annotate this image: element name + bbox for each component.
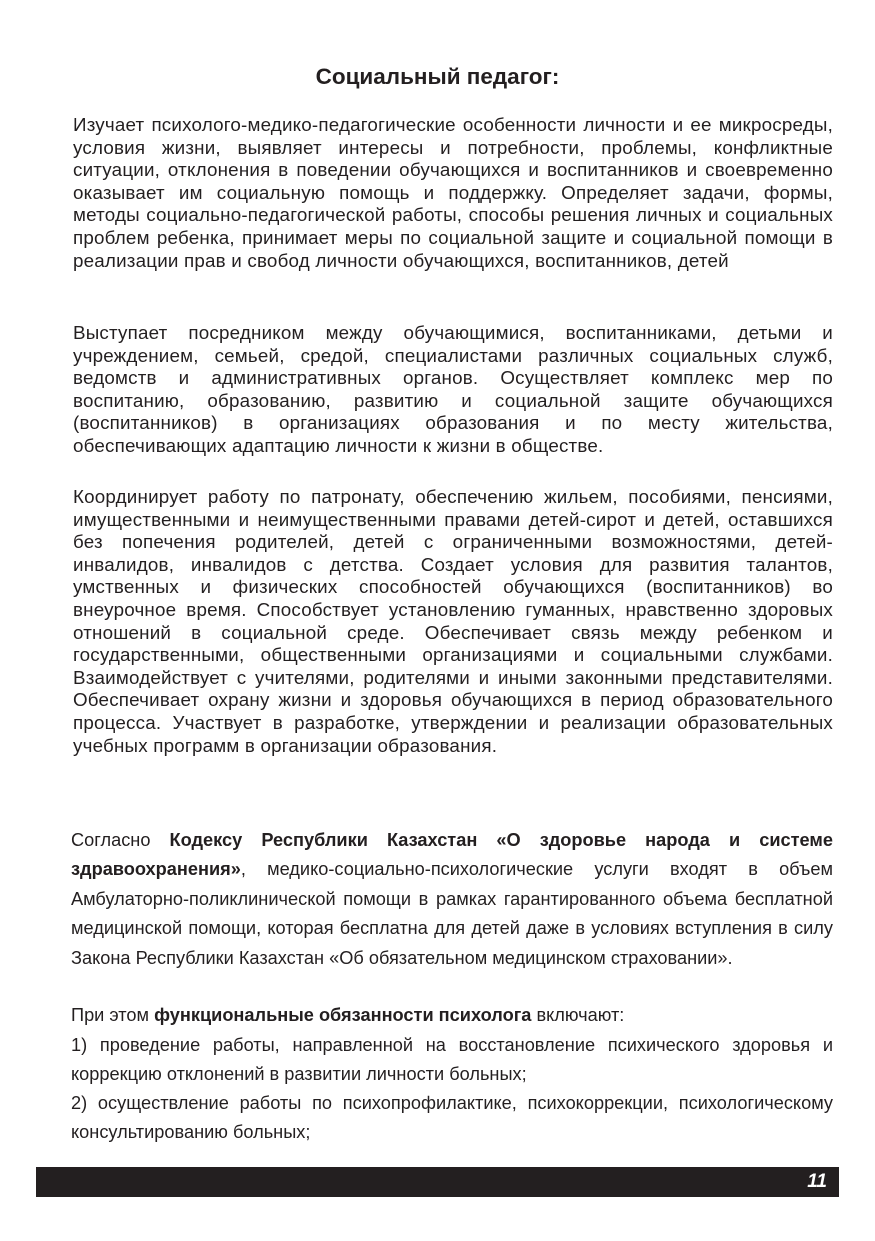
duties-suffix: включают: — [531, 1005, 625, 1025]
paragraph-social-pedagog-duties: Изучает психолого-медико-педагогические особенности личности и ее микросреды, условия жизни, выявляет интересы и потребности, проблемы, конфликтные ситуации, отклонения в поведении обучающихся и воспитанников и своевременно оказывает им социальную помощь и поддержку. Определяет задачи, формы, методы социально-педагогической работы, способы решения личных и социальных проблем ребенка, принимает меры по социальной защите и социальной помощи в реализации прав и свобод личности обучающихся, воспитанников, детей — [73, 114, 833, 271]
page-number: 11 — [807, 1171, 827, 1192]
duties-bold: функциональные обязанности психолога — [154, 1005, 532, 1025]
list-item: 2) осуществление работы по психопрофилактике, психокоррекции, психологическому консультированию больных; — [71, 1093, 833, 1143]
list-item: 1) проведение работы, направленной на восстановление психического здоровья и коррекцию отклонений в развитии личности больных; — [71, 1035, 833, 1085]
paragraph-duties-intro — [71, 1001, 833, 1030]
paragraph-mediator-role: Выступает посредником между обучающимися, воспитанниками, детьми и учреждением, семьей, средой, специалистами различных социальных служб, ведомств и административных органов. Осуществляет комплекс мер по воспитанию, образованию, развитию и социальной защите обучающихся (воспитанников) в организациях образования и по месту жительства, обеспечивающих адаптацию личности к жизни в обществе. — [73, 322, 833, 456]
page-title: Социальный педагог: — [315, 64, 560, 89]
paragraph-health-code — [71, 826, 833, 973]
code-suffix: , медико-социально-психологические услуги входят в объем Амбулаторно-поликлинической помощи в рамках гарантированного объема бесплатной медицинской помощи, которая бесплатна для детей даже в условиях вступления в силу Закона Республики Казахстан «Об обязательном медицинском страховании». — [71, 859, 833, 968]
code-prefix: Согласно — [71, 830, 170, 850]
footer-bar — [36, 1167, 839, 1197]
code-title: Кодексу Республики Казахстан «О здоровье народа и системе здравоохранения» — [71, 830, 833, 880]
paragraph-coordination: Координирует работу по патронату, обеспечению жильем, пособиями, пенсиями, имущественными и неимущественными правами детей-сирот и детей, оставшихся без попечения родителей, детей с ограниченными возможностями, детей-инвалидов, инвалидов с детства. Создает условия для развития талантов, умственных и физических способностей обучающихся (воспитанников) во внеурочное время. Способствует установлению гуманных, нравственно здоровых отношений в социальной среде. Обеспечивает связь между ребенком и государственными, общественными организациями и социальными службами. Взаимодействует с учителями, родителями и иными законными представителями. Обеспечивает охрану жизни и здоровья обучающихся в период образовательного процесса. Участвует в разработке, утверждении и реализации образовательных учебных программ в организации образования. — [73, 486, 833, 756]
duties-prefix: При этом — [71, 1005, 155, 1025]
